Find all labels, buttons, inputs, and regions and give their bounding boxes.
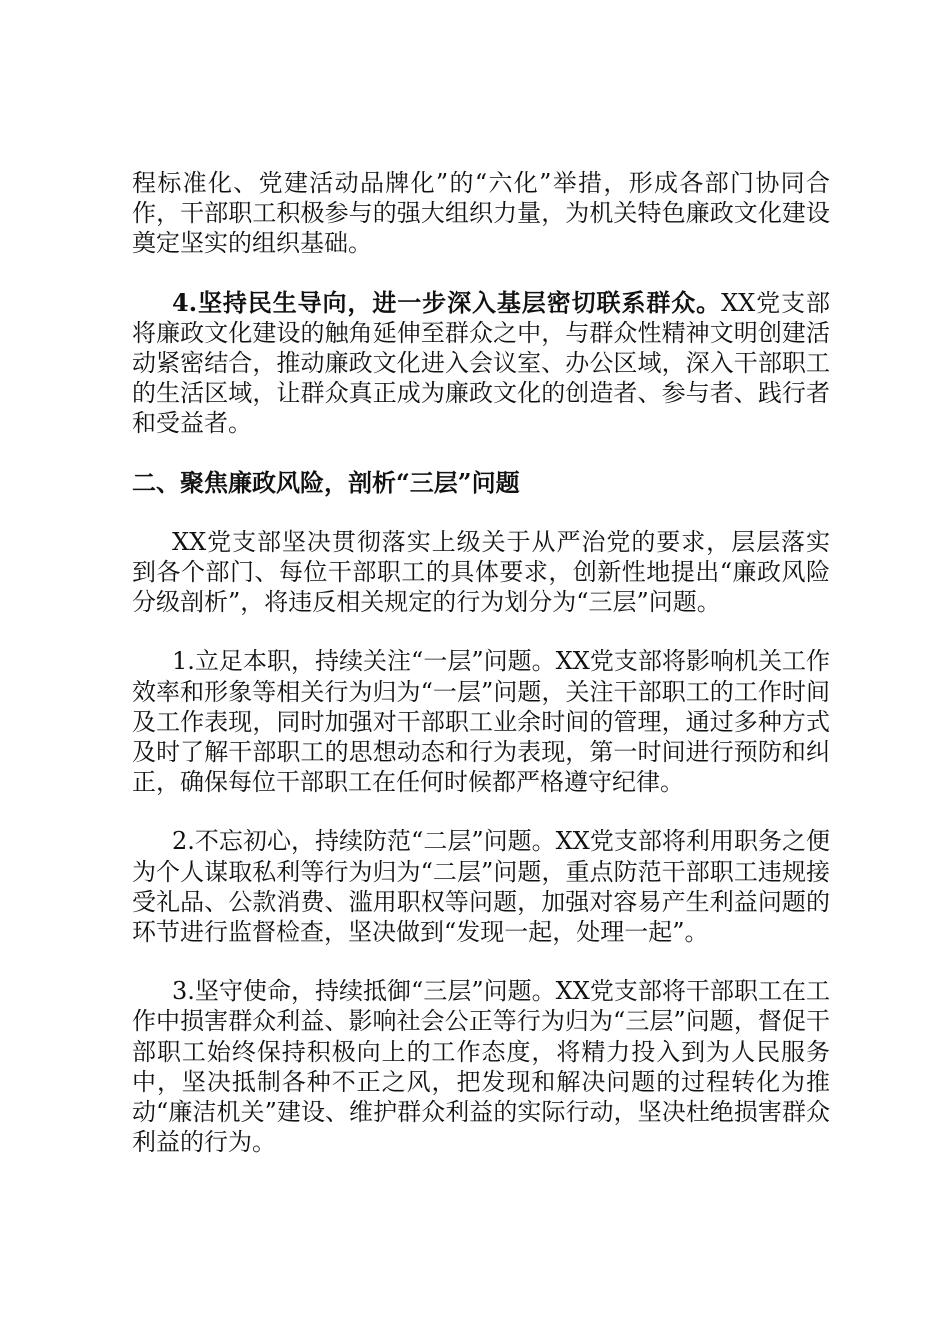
point-4-text: XX党支部将廉政文化建设的触角延伸至群众之中，与群众性精神文明创建活动紧密结合，推动廉政文化进入会议室、办公区域，深入干部职工的生活区域，让群众真正成为廉政文化的创造者、参与者、践行者和受益者。 <box>132 288 830 438</box>
document-body <box>132 168 830 1186</box>
paragraph-point-4 <box>132 288 830 439</box>
point-4-title: 4.坚持民生导向，进一步深入基层密切联系群众。 <box>172 287 722 317</box>
paragraph-section-2-intro: XX党支部坚决贯彻落实上级关于从严治党的要求，层层落实到各个部门、每位干部职工的具体要求，创新性地提出“廉政风险分级剖析”，将违反相关规定的行为划分为“三层”问题。 <box>132 527 830 617</box>
section-heading-2: 二、聚焦廉政风险，剖析“三层”问题 <box>132 467 520 497</box>
paragraph-layer-3: 3.坚守使命，持续抵御“三层”问题。XX党支部将干部职工在工作中损害群众利益、影响社会公正等行为归为“三层”问题，督促干部职工始终保持积极向上的工作态度，将精力投入到为人民服务中，坚决抵制各种不正之风，把发现和解决问题的过程转化为推动“廉洁机关”建设、维护群众利益的实际行动，坚决杜绝损害群众利益的行为。 <box>132 977 830 1157</box>
paragraph-layer-2: 2.不忘初心，持续防范“二层”问题。XX党支部将利用职务之便为个人谋取私利等行为归为“二层”问题，重点防范干部职工违规接受礼品、公款消费、滥用职权等问题，加强对容易产生利益问题的环节进行监督检查，坚决做到“发现一起，处理一起”。 <box>132 827 830 947</box>
paragraph-layer-1: 1.立足本职，持续关注“一层”问题。XX党支部将影响机关工作效率和形象等相关行为归为“一层”问题，关注干部职工的工作时间及工作表现，同时加强对干部职工业余时间的管理，通过多种方式及时了解干部职工的思想动态和行为表现，第一时间进行预防和纠正，确保每位干部职工在任何时候都严格遵守纪律。 <box>132 647 830 797</box>
paragraph-continuation: 程标准化、党建活动品牌化”的“六化”举措，形成各部门协同合作，干部职工积极参与的强大组织力量，为机关特色廉政文化建设奠定坚实的组织基础。 <box>132 169 830 258</box>
